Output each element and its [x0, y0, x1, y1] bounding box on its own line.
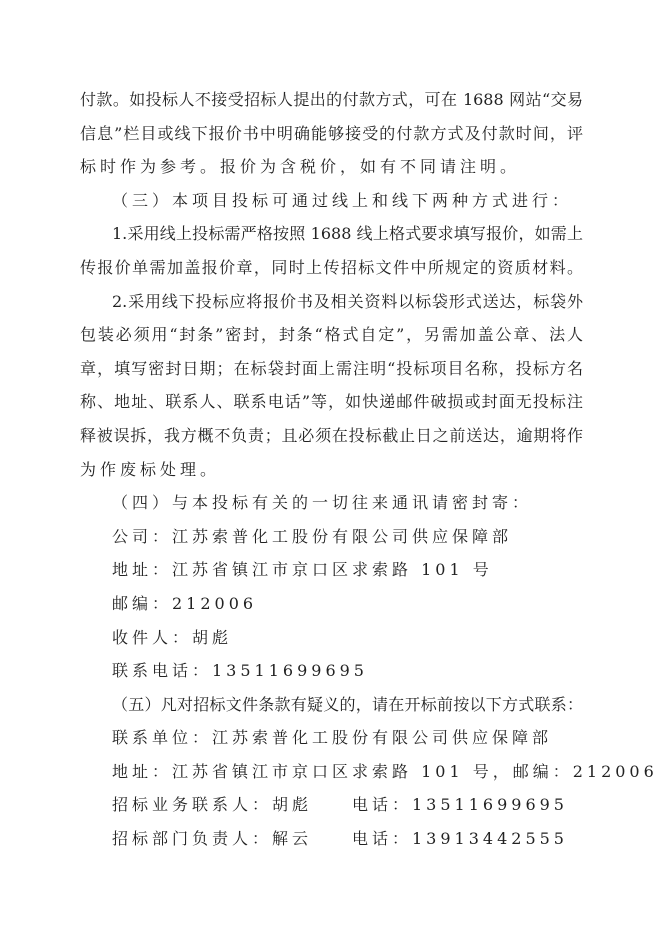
- text-line: 邮编：212006: [112, 593, 258, 613]
- text-line: （五）凡对招标文件条款有疑义的，请在开标前按以下方式联系：: [112, 694, 583, 714]
- text-line: 招标业务联系人：胡彪 电话：13511699695: [112, 795, 568, 815]
- text-line: 信息”栏目或线下报价书中明确能够接受的付款方式及付款时间，评: [80, 123, 583, 143]
- text-line: 章，填写密封日期；在标袋封面上需注明“投标项目名称，投标方名: [80, 358, 583, 378]
- document-page: [80, 83, 658, 856]
- text-line: （三）本项目投标可通过线上和线下两种方式进行：: [112, 190, 573, 210]
- text-line: 地址：江苏省镇江市京口区求索路 101 号，邮编：212006: [112, 761, 658, 781]
- text-line: （四）与本投标有关的一切往来通讯请密封寄：: [112, 493, 533, 513]
- text-line: 称、地址、联系人、联系电话”等，如快递邮件破损或封面无投标注: [80, 392, 583, 412]
- text-line: 包装必须用“封条”密封，封条“格式自定”，另需加盖公章、法人: [80, 325, 583, 345]
- text-line: 公司：江苏索普化工股份有限公司供应保障部: [112, 526, 513, 546]
- text-line: 传报价单需加盖报价章，同时上传招标文件中所规定的资质材料。: [80, 257, 583, 277]
- text-line: 为作废标处理。: [80, 459, 221, 479]
- text-line: 招标部门负责人：解云 电话：13913442555: [112, 829, 568, 849]
- text-line: 联系电话：13511699695: [112, 661, 368, 681]
- text-line: 2.采用线下投标应将报价书及相关资料以标袋形式送达，标袋外: [112, 291, 583, 311]
- text-line: 联系单位：江苏索普化工股份有限公司供应保障部: [112, 728, 553, 748]
- text-line: 释被误拆，我方概不负责；且必须在投标截止日之前送达，逾期将作: [80, 425, 583, 445]
- text-line: 标时作为参考。报价为含税价，如有不同请注明。: [80, 157, 521, 177]
- text-line: 地址：江苏省镇江市京口区求索路 101 号: [112, 560, 493, 580]
- text-line: 收件人：胡彪: [112, 627, 233, 647]
- text-line: 1.采用线上投标需严格按照 1688 线上格式要求填写报价，如需上: [112, 224, 583, 244]
- text-line: 付款。如投标人不接受招标人提出的付款方式，可在 1688 网站“交易: [80, 90, 583, 109]
